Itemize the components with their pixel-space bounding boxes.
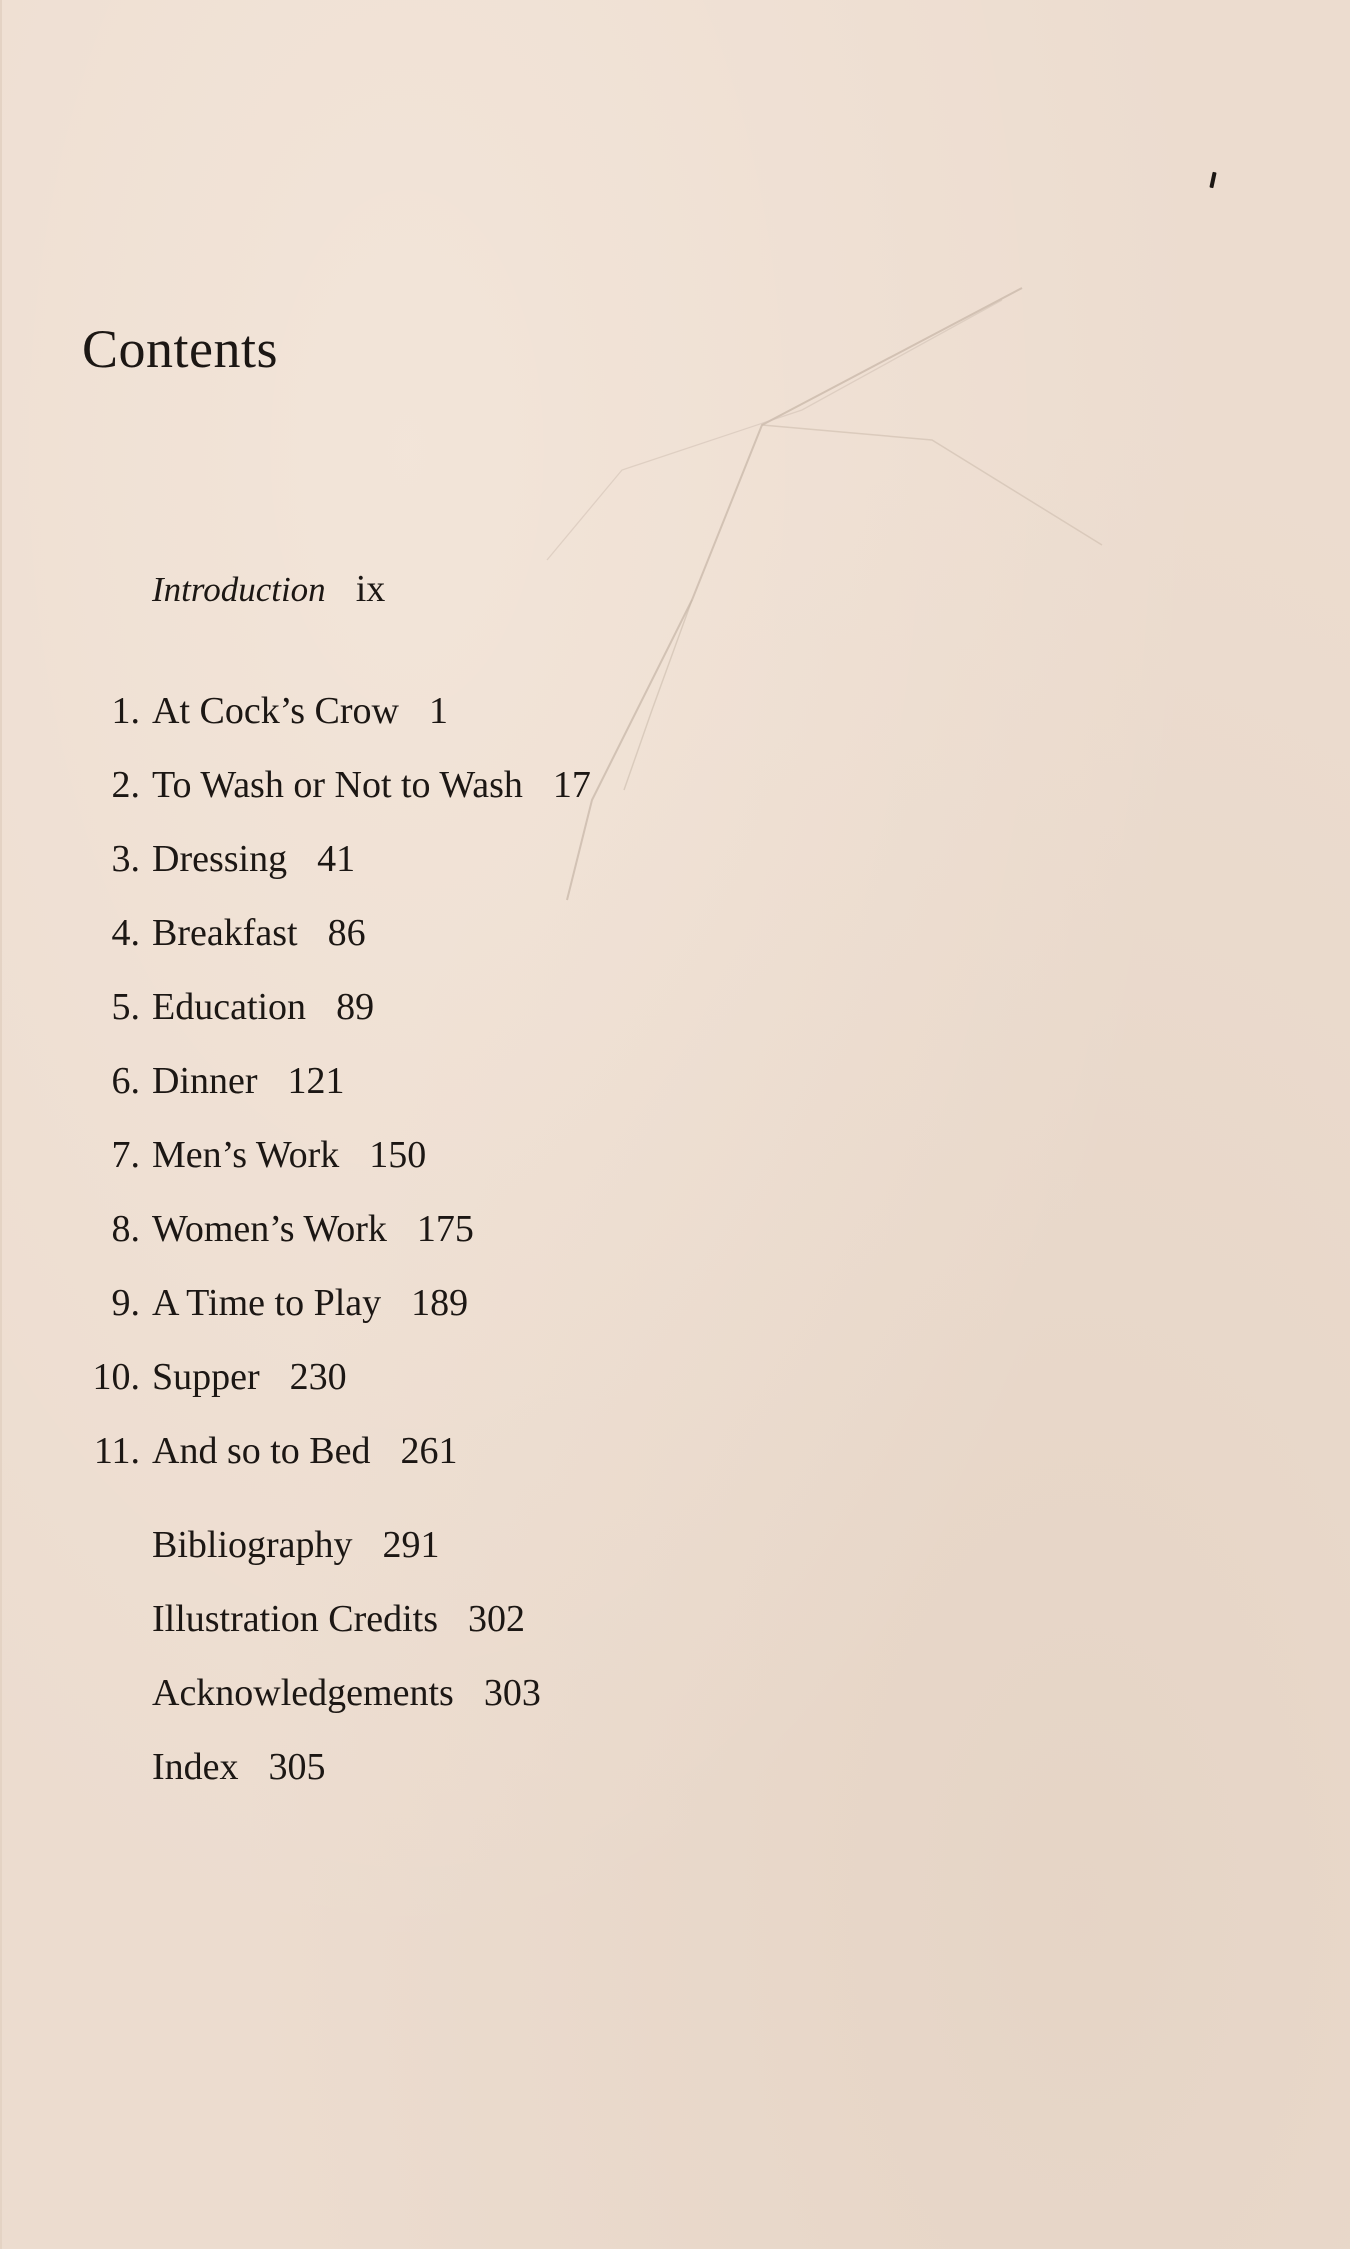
toc-entry-introduction[interactable]: [152, 570, 385, 608]
entry-page-number: 230: [289, 1356, 347, 1398]
ink-mark: [1209, 172, 1216, 188]
entry-page-number: 305: [268, 1746, 326, 1788]
chapter-number: 5.: [111, 986, 140, 1028]
entry-page-number: 41: [317, 838, 356, 880]
entry-page-number: 175: [416, 1208, 474, 1250]
toc-entry-chapter-8[interactable]: [111, 1208, 474, 1250]
entry-label: A Time to Play: [152, 1282, 382, 1324]
entry-label: Education: [152, 986, 307, 1028]
entry-page-number: 1: [429, 690, 448, 732]
toc-entry-chapter-6[interactable]: [111, 1060, 345, 1102]
toc-entry-chapter-4[interactable]: [111, 912, 366, 954]
chapter-number: 4.: [111, 912, 140, 954]
toc-entry-chapter-9[interactable]: [111, 1282, 469, 1324]
entry-label: Men’s Work: [152, 1134, 340, 1176]
toc-entry-index[interactable]: [152, 1748, 326, 1786]
entry-page-number: 17: [552, 764, 591, 806]
toc-entry-chapter-10[interactable]: [92, 1356, 347, 1398]
chapter-number: 7.: [111, 1134, 140, 1176]
chapter-number: 10.: [92, 1356, 140, 1398]
toc-entry-bibliography[interactable]: [152, 1526, 440, 1564]
entry-page-number: 302: [468, 1598, 526, 1640]
entry-page-number: 121: [287, 1060, 345, 1102]
chapter-number: 2.: [111, 764, 140, 806]
toc-entry-acknowledgements[interactable]: [152, 1674, 541, 1712]
chapter-number: 3.: [111, 838, 140, 880]
entry-page-number: 150: [369, 1134, 427, 1176]
entry-page-number: 291: [382, 1524, 440, 1566]
entry-label: Women’s Work: [152, 1208, 387, 1250]
entry-label: Dinner: [152, 1060, 258, 1102]
toc-entry-chapter-7[interactable]: [111, 1134, 427, 1176]
entry-page-number: 86: [327, 912, 366, 954]
entry-label: Index: [152, 1746, 239, 1788]
chapter-number: 1.: [111, 690, 140, 732]
entry-page-number: 303: [483, 1672, 541, 1714]
entry-label: Dressing: [152, 838, 288, 880]
entry-label: Illustration Credits: [152, 1598, 439, 1640]
entry-label: To Wash or Not to Wash: [152, 764, 523, 806]
entry-page-number: 261: [400, 1430, 458, 1472]
entry-label: Supper: [152, 1356, 260, 1398]
toc-entry-chapter-1[interactable]: [111, 690, 448, 732]
toc-entry-illustration-credits[interactable]: [152, 1600, 525, 1638]
entry-label: Acknowledgements: [152, 1672, 454, 1714]
chapter-number: 6.: [111, 1060, 140, 1102]
chapter-number: 8.: [111, 1208, 140, 1250]
toc-entry-chapter-11[interactable]: [93, 1430, 458, 1472]
entry-page-number: 89: [336, 986, 375, 1028]
toc-entry-chapter-3[interactable]: [111, 838, 356, 880]
entry-label: Bibliography: [152, 1524, 353, 1566]
toc-entry-chapter-5[interactable]: [111, 986, 375, 1028]
entry-label: At Cock’s Crow: [152, 690, 399, 732]
entry-label: Breakfast: [152, 912, 298, 954]
contents-title: Contents: [82, 319, 279, 379]
entry-label: Introduction: [152, 570, 326, 609]
entry-page-number: 189: [411, 1282, 469, 1324]
chapter-number: 11.: [93, 1430, 140, 1472]
entry-label: And so to Bed: [152, 1430, 371, 1472]
entry-page-number: ix: [355, 568, 386, 610]
chapter-number: 9.: [111, 1282, 140, 1324]
toc-entry-chapter-2[interactable]: [111, 764, 591, 806]
